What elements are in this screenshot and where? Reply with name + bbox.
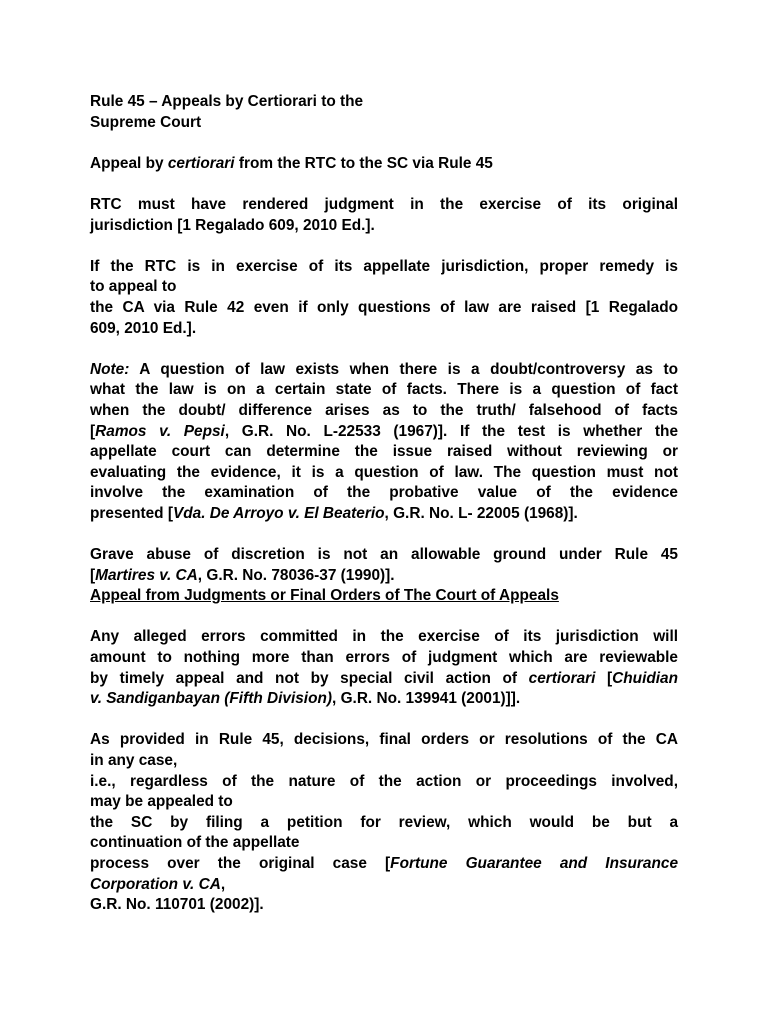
text-run: , G.R. No. 139941 (2001)]]. [332,690,521,708]
text-run: Appeal by [90,154,168,172]
paragraph-line: what the law is on a certain state of facts. There is a question of fact [90,381,678,399]
paragraph-line: jurisdiction [1 Regalado 609, 2010 Ed.]. [90,216,375,234]
text-run: from the RTC to the SC via Rule 45 [234,154,493,172]
paragraph-line [90,504,678,525]
paragraph-line [90,566,678,587]
paragraph-line: continuation of the appellate [90,834,300,852]
paragraph-line: Any alleged errors committed in the exercise of its jurisdiction will [90,628,678,646]
paragraph-line: the CA via Rule 42 even if only questions of law are raised [1 Regalado [90,298,678,316]
case-citation: Chuidian [612,669,678,687]
paragraph-line: Grave abuse of discretion is not an allowable ground under Rule 45 [90,546,678,564]
paragraph-line: evaluating the evidence, it is a question of law. The question must not [90,463,678,481]
paragraph-line: i.e., regardless of the nature of the action or proceedings involved, [90,772,678,790]
text-run: , G.R. No. L- 22005 (1968)]. [384,504,578,522]
paragraph-appellate-jurisdiction [90,257,678,339]
paragraph-rtc-judgment [90,195,678,236]
text-run: process over the original case [ [90,854,391,872]
italic-term: certiorari [167,154,235,172]
paragraph-note-question-of-law [90,360,678,525]
italic-term: certiorari [528,669,596,687]
text-run: , [220,875,226,893]
paragraph-line: RTC must have rendered judgment in the exercise of its original [90,195,678,213]
paragraph-line [90,854,678,875]
paragraph-line [90,422,678,443]
paragraph-line [90,154,678,175]
text-run: [ [90,566,96,584]
paragraph-line: to appeal to [90,278,177,296]
paragraph-line: As provided in Rule 45, decisions, final orders or resolutions of the CA [90,731,678,749]
paragraph-line: amount to nothing more than errors of judgment which are reviewable [90,649,678,667]
paragraph-grave-abuse [90,545,678,607]
paragraph-rule-45-provision [90,730,678,915]
paragraph-line: appellate court can determine the issue raised without reviewing or [90,443,678,461]
text-run: presented [ [90,504,173,522]
case-citation: Vda. De Arroyo v. El Beaterio [172,504,385,522]
case-citation: Martires v. CA [95,566,198,584]
paragraph-line: the SC by filing a petition for review, which would be but a [90,813,678,831]
text-run: by timely appeal and not by special civil action of [90,669,529,687]
paragraph-appeal-certiorari [90,154,678,175]
note-label: Note: [90,360,130,378]
paragraph-line: G.R. No. 110701 (2002)]. [90,896,264,914]
text-run: [ [595,669,613,687]
text-run: A question of law exists when there is a doubt/controversy as to [129,360,678,378]
document-title [90,92,678,133]
paragraph-line: involve the examination of the probative value of the evidence [90,484,678,502]
paragraph-line: If the RTC is in exercise of its appellate jurisdiction, proper remedy is [90,257,678,275]
paragraph-line [90,875,678,896]
paragraph-line: in any case, [90,752,178,769]
title-line-2: Supreme Court [90,113,202,131]
paragraph-line: 609, 2010 Ed.]. [90,319,197,337]
case-citation: Corporation v. CA [90,875,221,893]
title-line-1: Rule 45 – Appeals by Certiorari to the [90,93,364,110]
case-citation: v. Sandiganbayan (Fifth Division) [90,690,333,708]
paragraph-alleged-errors [90,627,678,709]
paragraph-line: may be appealed to [90,793,233,811]
document-body [90,92,678,916]
text-run: , G.R. No. L-22533 (1967)]. If the test is whether the [224,422,679,440]
case-citation: Ramos v. Pepsi [95,422,225,440]
paragraph-line [90,360,678,381]
paragraph-line [90,669,678,690]
paragraph-line [90,689,678,710]
paragraph-line: when the doubt/ difference arises as to the truth/ falsehood of facts [90,401,678,419]
case-citation: Fortune Guarantee and Insurance [390,854,679,872]
section-heading-ca-appeals: Appeal from Judgments or Final Orders of The Court of Appeals [90,587,559,605]
text-run: [ [90,422,96,440]
text-run: , G.R. No. 78036-37 (1990)]. [197,566,395,584]
